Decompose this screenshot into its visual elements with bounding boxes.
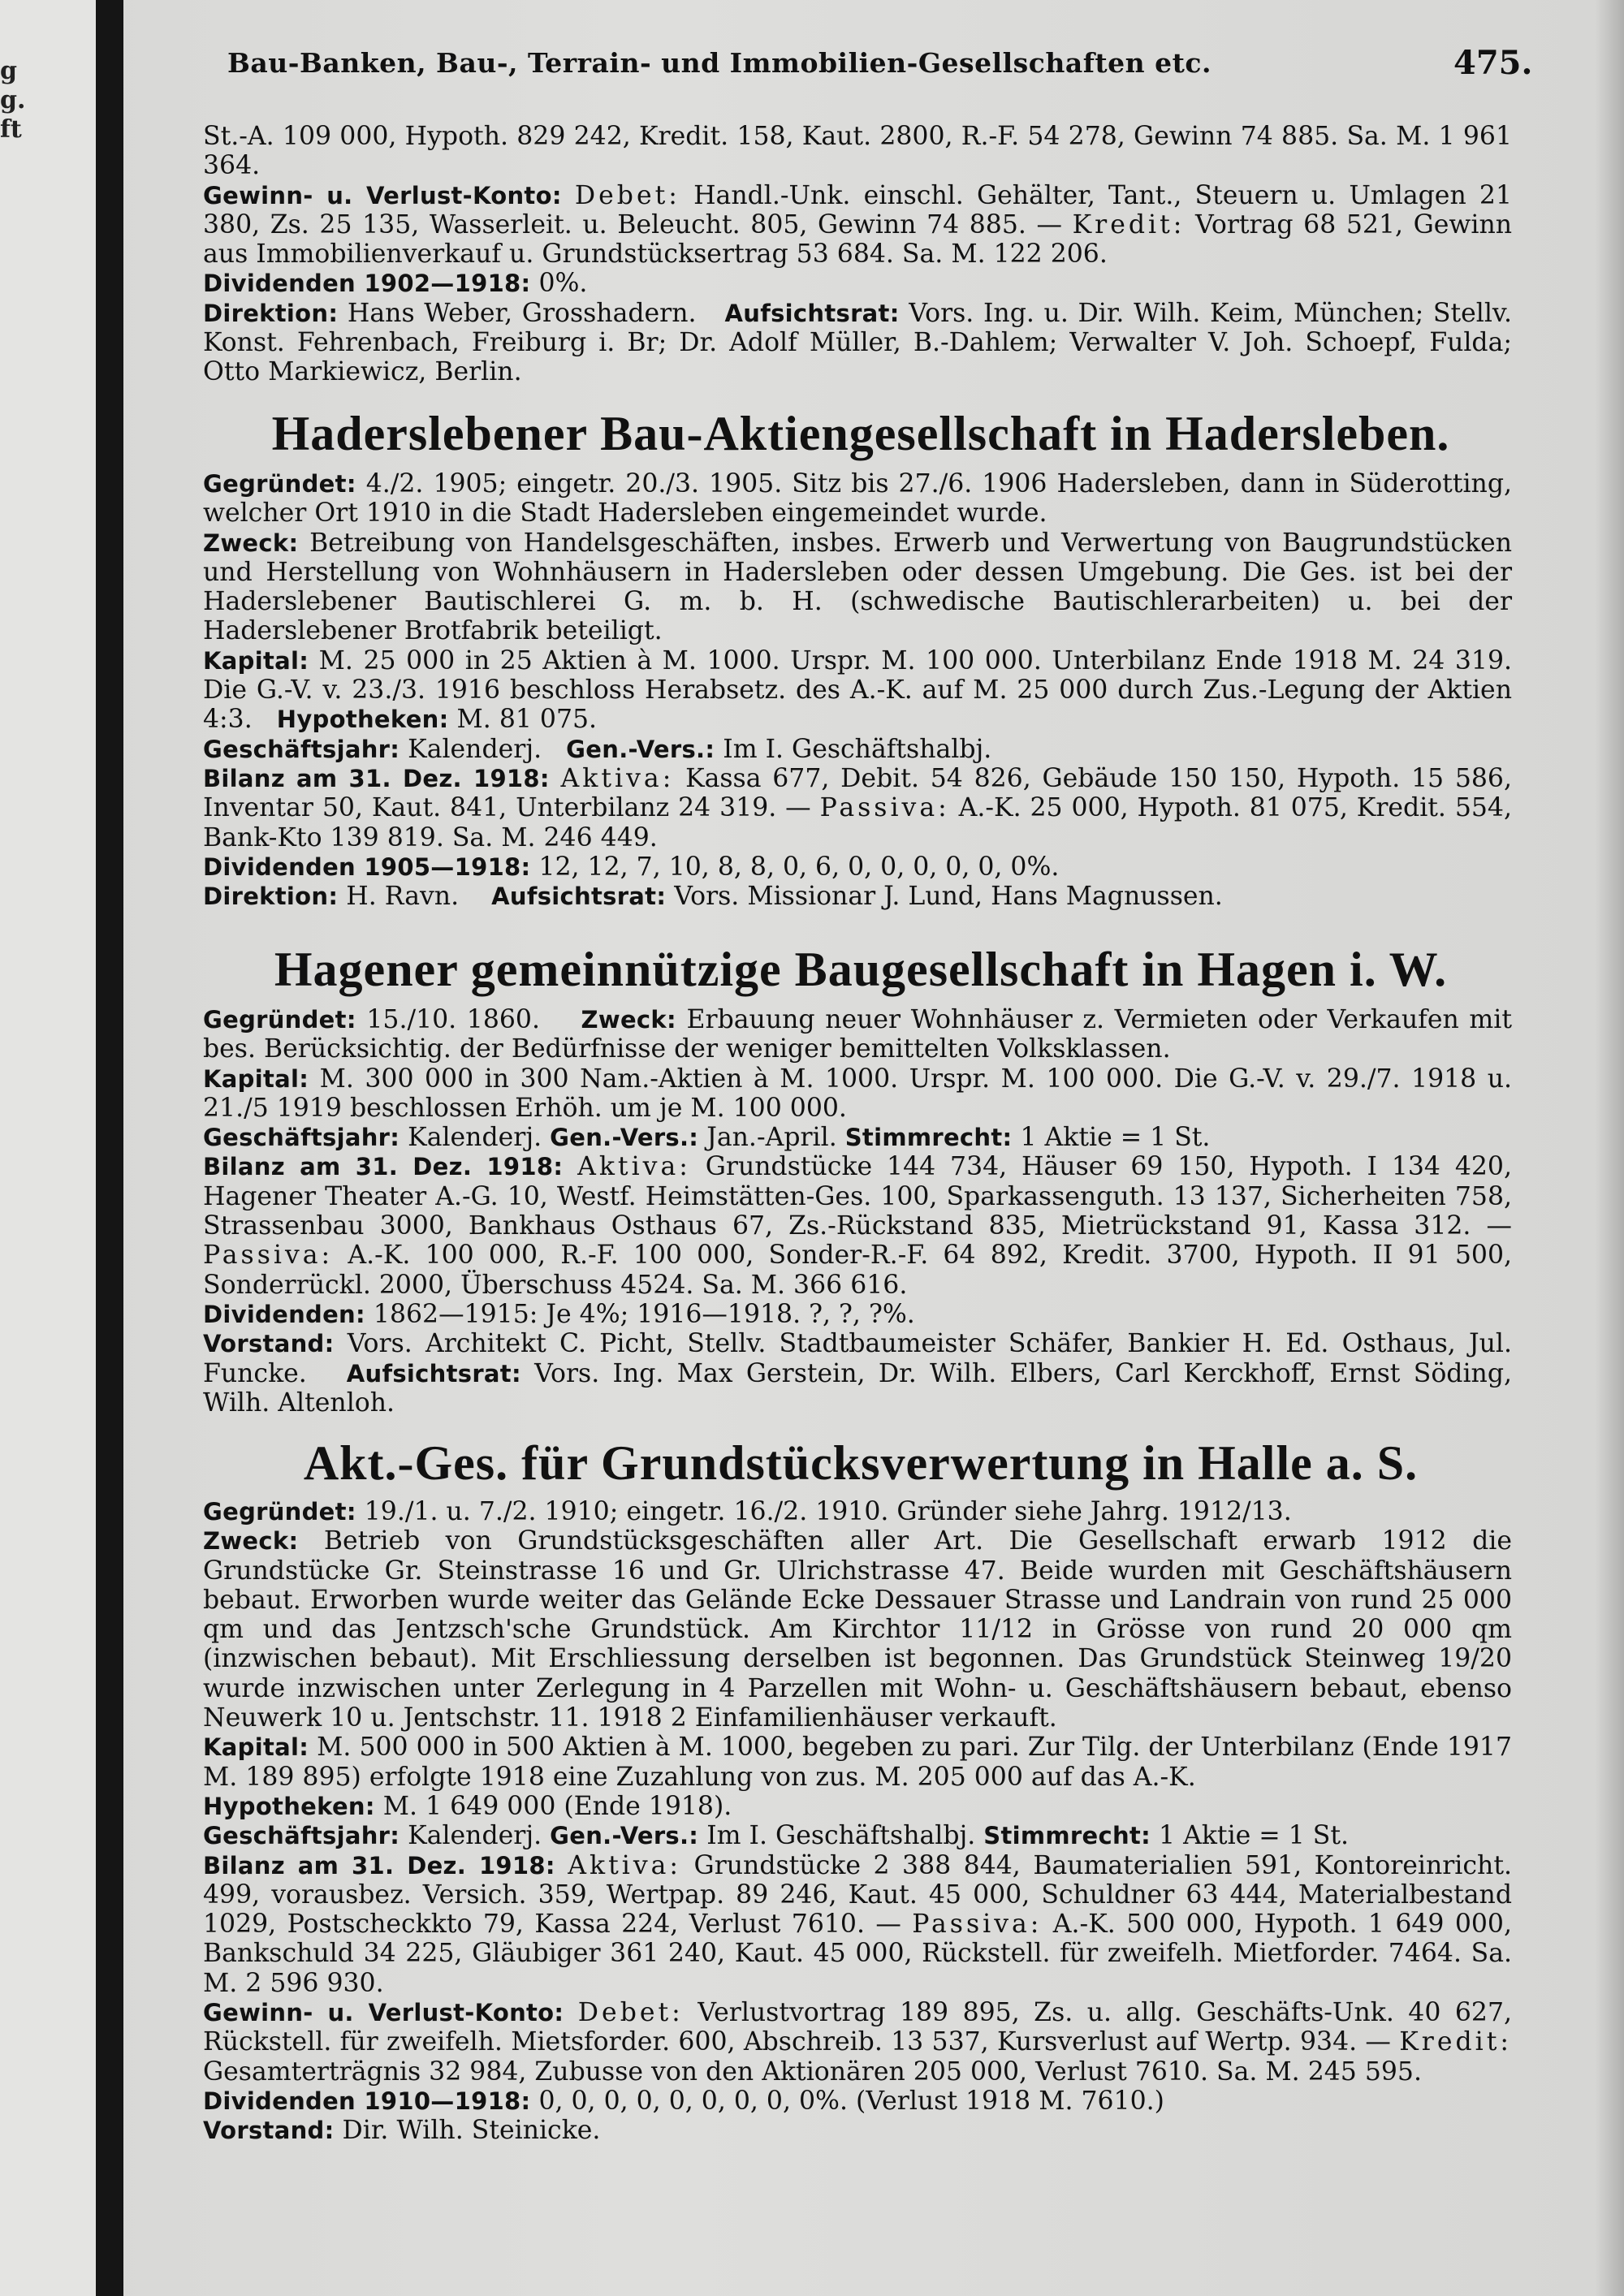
passiva-label: Passiva: (912, 1910, 1043, 1940)
management-paragraph (203, 1329, 1512, 1418)
balance-label: Bilanz am 31. Dez. 1918: (203, 1851, 555, 1880)
capital-paragraph (203, 1064, 1512, 1124)
capital-text: M. 25 000 in 25 Aktien à M. 1000. Urspr. M. 100 000. Unterbilanz Ende 1918 M. 24 319. Die G.-V. v. 23./3. 1916 beschloss Herabsetz. des A.-K. auf M. 25 000 durch Zus.-Legung der Aktien 4:3. (203, 645, 1512, 735)
founded-purpose-paragraph (203, 1005, 1512, 1064)
continuation-block (203, 122, 1512, 387)
purpose-text: Betrieb von Grundstücksgeschäften aller Art. Die Gesellschaft erwarb 1912 die Grundstücke Gr. Steinstrasse 16 und Gr. Ulrichstrasse 47. Beide wurden mit Geschäftshäusern bebaut. Erworben wurde weiter das Gelände Ecke Dessauer Strasse und Landrain von rund 25 000 qm und das Jentzsch'sche Grundstück. Am Kirchtor 11/12 in Grösse von rund 20 000 qm (inzwischen bebaut). Mit Erschliessung derselben ist begonnen. Das Grundstück Steinweg 19/20 wurde inzwischen unter Zerlegung in 4 Parzellen mit Wohn- u. Geschäftshäusern bebaut, ebenso Neuwerk 10 u. Jentschstr. 11. 1918 2 Einfamilienhäuser verkauft. (203, 1526, 1513, 1733)
purpose-text: Betreibung von Handelsgeschäften, insbes. Erwerb und Verwertung von Baugrundstücken und Herstellung von Wohnhäusern in Hadersleben oder dessen Umgebung. Die Ges. ist bei der Haderslebener Bautischlerei G. m. b. H. (schwedische Bautischlerarbeiten) u. bei der Haderslebener Brotfabrik beteiligt. (203, 528, 1512, 646)
page-number: 475. (1453, 44, 1533, 82)
founded-text: 19./1. u. 7./2. 1910; eingetr. 16./2. 1910. Gründer siehe Jahrg. 1912/13. (364, 1497, 1292, 1526)
passiva-text: A.-K. 100 000, R.-F. 100 000, Sonder-R.-F. 64 892, Kredit. 3700, Hypoth. II 91 500, Sonderrückl. 2000, Überschuss 4524. Sa. M. 366 616. (203, 1241, 1512, 1300)
founded-paragraph (203, 469, 1512, 529)
purpose-paragraph (203, 1526, 1512, 1733)
mortgages-text: M. 1 649 000 (Ende 1918). (382, 1791, 732, 1821)
dividends-label: Dividenden 1905—1918: (203, 852, 531, 881)
fiscal-paragraph (203, 1821, 1512, 1850)
dividends-text: 0%. (538, 269, 588, 299)
founded-paragraph (203, 1497, 1512, 1526)
dividends-label: Dividenden 1902—1918: (203, 270, 531, 298)
passiva-text: A.-K. 500 000, Hypoth. 1 649 000, Bankschuld 34 225, Gläubiger 361 240, Kaut. 45 000, Rückstell. für zweifelh. Mietforder. 7464. Sa. M. 2 596 930. (203, 1910, 1512, 1998)
fiscal-year-text: Kalenderj. (408, 1821, 542, 1851)
general-meeting-text: Jan.-April. (706, 1123, 837, 1153)
capital-label: Kapital: (203, 646, 309, 675)
direktion-label: Direktion: (203, 299, 339, 327)
guv-label: Gewinn- u. Verlust-Konto: (203, 181, 562, 209)
kredit-label: Kredit: (1072, 209, 1186, 240)
aktiva-text: Kassa 677, Debit. 54 826, Gebäude 150 150, Hypoth. 15 586, Inventar 50, Kaut. 841, Unterbilanz 24 319. — (203, 763, 1512, 823)
guv-kredit-text: Gesamterträgnis 32 984, Zubusse von den Aktionären 205 000, Verlust 7610. Sa. M. 245 595. (203, 2056, 1422, 2087)
capital-label: Kapital: (203, 1733, 309, 1762)
aktiva-text: Grundstücke 2 388 844, Baumaterialien 591, Kontoreinricht. 499, vorausbez. Versich. 359, Wertpap. 89 246, Kaut. 45 000, Schuldner 63 444, Materialbestand 1029, Postscheckkto 79, Kassa 224, Verlust 7610. — (203, 1850, 1512, 1940)
fiscal-year-text: Kalenderj. (408, 734, 542, 764)
direktion-label: Direktion: (203, 883, 339, 911)
general-meeting-text: Im I. Geschäftshalbj. (706, 1821, 976, 1851)
capital-text: M. 300 000 in 300 Nam.-Aktien à M. 1000. Urspr. M. 100 000. Die G.-V. v. 29./7. 1918 u. 21./5 1919 beschlossen Erhöh. um je M. 100 000. (203, 1064, 1513, 1123)
fiscal-year-label: Geschäftsjahr: (203, 735, 400, 763)
fragment-1: g (0, 57, 17, 85)
capital-paragraph (203, 1733, 1512, 1792)
section-title-halle: Akt.-Ges. für Grundstücksverwertung in Halle a. S. (303, 1436, 1419, 1490)
balance-paragraph (203, 764, 1512, 852)
vorstand-text: Dir. Wilh. Steinicke. (342, 2116, 601, 2146)
capital-label: Kapital: (203, 1064, 309, 1093)
fiscal-year-text: Kalenderj. (408, 1123, 542, 1153)
aufsichtsrat-text: Vors. Ing. Max Gerstein, Dr. Wilh. Elbers, Carl Kerckhoff, Ernst Söding, Wilh. Altenloh. (203, 1358, 1513, 1418)
mortgages-label: Hypotheken: (203, 1792, 375, 1820)
direktion-text: H. Ravn. (346, 882, 460, 912)
section-hadersleben (203, 469, 1512, 911)
scan-edge-shadow (1595, 0, 1624, 2296)
balance-paragraph (203, 1152, 1512, 1299)
section-hagen (203, 1005, 1512, 1418)
general-meeting-label: Gen.-Vers.: (566, 735, 715, 763)
mortgages-label: Hypotheken: (276, 706, 449, 734)
fiscal-paragraph (203, 735, 1512, 764)
purpose-text: Erbauung neuer Wohnhäuser z. Vermieten oder Verkaufen mit bes. Berücksichtig. der Bedürfnisse der weniger bemittelten Volksklassen. (203, 1005, 1512, 1064)
adjacent-page-margin (0, 0, 96, 2296)
dividends-paragraph (203, 1300, 1512, 1329)
passiva-label: Passiva: (203, 1241, 334, 1271)
voting-right-label: Stimmrecht: (844, 1124, 1013, 1152)
dividends-paragraph (203, 852, 1512, 882)
aktiva-label: Aktiva: (560, 763, 675, 793)
purpose-label: Zweck: (203, 1527, 299, 1556)
fiscal-year-label: Geschäftsjahr: (203, 1822, 400, 1850)
dividends-label: Dividenden: (203, 1300, 365, 1328)
fiscal-year-label: Geschäftsjahr: (203, 1124, 400, 1152)
purpose-paragraph (203, 529, 1512, 646)
capital-paragraph (203, 646, 1512, 735)
capital-text: M. 500 000 in 500 Aktien à M. 1000, begeben zu pari. Zur Tilg. der Unterbilanz (Ende 1917 M. 189 895) erfolgte 1918 eine Zuzahlung von zus. M. 205 000 auf das A.-K. (203, 1733, 1513, 1792)
purpose-label: Zweck: (581, 1006, 676, 1034)
guv-kredit-text: Vortrag 68 521, Gewinn aus Immobilienverkauf u. Grundstücksertrag 53 684. Sa. M. 122 206. (203, 209, 1513, 270)
running-header: Bau-Banken, Bau-, Terrain- und Immobilien-Gesellschaften etc. (227, 47, 1212, 79)
guv-debet-text: Handl.-Unk. einschl. Gehälter, Tant., Steuern u. Umlagen 21 380, Zs. 25 135, Wasserleit. u. Beleucht. 805, Gewinn 74 885. — (203, 180, 1512, 240)
general-meeting-label: Gen.-Vers.: (550, 1124, 699, 1152)
vorstand-text: Vors. Architekt C. Picht, Stellv. Stadtbaumeister Schäfer, Bankier H. Ed. Osthaus, Jul. Funcke. (203, 1329, 1513, 1388)
section-title-hadersleben: Haderslebener Bau-Aktiengesellschaft in Hadersleben. (271, 407, 1450, 460)
voting-right-label: Stimmrecht: (983, 1822, 1151, 1850)
founded-label: Gegründet: (203, 470, 356, 498)
voting-right-text: 1 Aktie = 1 St. (1020, 1123, 1211, 1153)
guv-debet-text: Verlustvortrag 189 895, Zs. u. allg. Geschäfts-Unk. 40 627, Rückstell. für zweifelh. Mietsforder. 600, Abschreib. 13 537, Kursverlust auf Wertp. 934. — (203, 1998, 1513, 2057)
dividends-text: 0, 0, 0, 0, 0, 0, 0, 0, 0%. (Verlust 1918 M. 7610.) (538, 2086, 1164, 2116)
fragment-3: ft (0, 115, 22, 144)
mortgages-paragraph (203, 1792, 1512, 1821)
vorstand-label: Vorstand: (203, 2117, 335, 2145)
balance-label: Bilanz am 31. Dez. 1918: (203, 1153, 564, 1181)
fragment-2: g. (0, 86, 26, 114)
management-paragraph (203, 882, 1512, 911)
balance-label: Bilanz am 31. Dez. 1918: (203, 764, 550, 792)
management-paragraph (203, 299, 1512, 387)
dividends-text: 12, 12, 7, 10, 8, 8, 0, 6, 0, 0, 0, 0, 0, 0%. (538, 852, 1060, 882)
passiva-text: A.-K. 25 000, Hypoth. 81 075, Kredit. 554, Bank-Kto 139 819. Sa. M. 246 449. (203, 793, 1512, 852)
founded-label: Gegründet: (203, 1006, 356, 1034)
founded-text: 15./10. 1860. (366, 1005, 540, 1034)
guv-label: Gewinn- u. Verlust-Konto: (203, 1999, 564, 2027)
voting-right-text: 1 Aktie = 1 St. (1159, 1821, 1350, 1851)
vorstand-paragraph (203, 2116, 1512, 2145)
guv-paragraph (203, 1998, 1512, 2087)
dividends-paragraph (203, 2087, 1512, 2116)
general-meeting-label: Gen.-Vers.: (550, 1822, 699, 1850)
general-meeting-text: Im I. Geschäftshalbj. (723, 734, 992, 764)
section-halle (203, 1497, 1512, 2146)
founded-text: 4./2. 1905; eingetr. 20./3. 1905. Sitz bis 27./6. 1906 Hadersleben, dann in Süderotting, welcher Ort 1910 in die Stadt Hadersleben eingemeindet wurde. (203, 469, 1512, 529)
debet-label: Debet: (577, 1998, 684, 2028)
guv-paragraph (203, 181, 1512, 270)
founded-label: Gegründet: (203, 1498, 356, 1526)
dividends-label: Dividenden 1910—1918: (203, 2087, 531, 2115)
aufsichtsrat-label: Aufsichtsrat: (346, 1359, 521, 1388)
passiva-label: Passiva: (819, 793, 950, 823)
aktiva-label: Aktiva: (568, 1850, 682, 1880)
purpose-label: Zweck: (203, 529, 299, 557)
fiscal-paragraph (203, 1123, 1512, 1152)
direktion-text: Hans Weber, Grosshadern. (347, 298, 697, 328)
aufsichtsrat-text: Vors. Ing. u. Dir. Wilh. Keim, München; Stellv. Konst. Fehrenbach, Freiburg i. Br; Dr. Adolf Müller, B.-Dahlem; Verwalter V. Joh. Schoepf, Fulda; Otto Markiewicz, Berlin. (203, 298, 1512, 387)
balance-paragraph (203, 1851, 1512, 1998)
aktiva-label: Aktiva: (577, 1152, 691, 1182)
debet-label: Debet: (574, 180, 680, 210)
section-title-hagen: Hagener gemeinnützige Baugesellschaft in Hagen i. W. (274, 943, 1448, 996)
aufsichtsrat-label: Aufsichtsrat: (491, 883, 667, 911)
dividends-text: 1862—1915: Je 4%; 1916—1918. ?, ?, ?%. (373, 1299, 915, 1329)
aufsichtsrat-text: Vors. Missionar J. Lund, Hans Magnussen. (674, 882, 1223, 912)
book-gutter (96, 0, 123, 2296)
mortgages-text: M. 81 075. (456, 705, 598, 735)
adjacent-page-fragments (0, 57, 24, 145)
aktiva-text: Grundstücke 144 734, Häuser 69 150, Hypoth. I 134 420, Hagener Theater A.-G. 10, Westf. Heimstätten-Ges. 100, Sparkassenguth. 13 137, Sicherheiten 758, Strassenbau 3000, Bankhaus Osthaus 67, Zs.-Rückstand 835, Mietrückstand 91, Kassa 312. — (203, 1152, 1512, 1241)
dividends-paragraph (203, 269, 1512, 298)
balance-tail: St.-A. 109 000, Hypoth. 829 242, Kredit. 158, Kaut. 2800, R.-F. 54 278, Gewinn 74 885. Sa. M. 1 961 364. (203, 122, 1512, 181)
vorstand-label: Vorstand: (203, 1330, 335, 1358)
aufsichtsrat-label: Aufsichtsrat: (724, 299, 900, 327)
kredit-label: Kredit: (1399, 2027, 1512, 2057)
